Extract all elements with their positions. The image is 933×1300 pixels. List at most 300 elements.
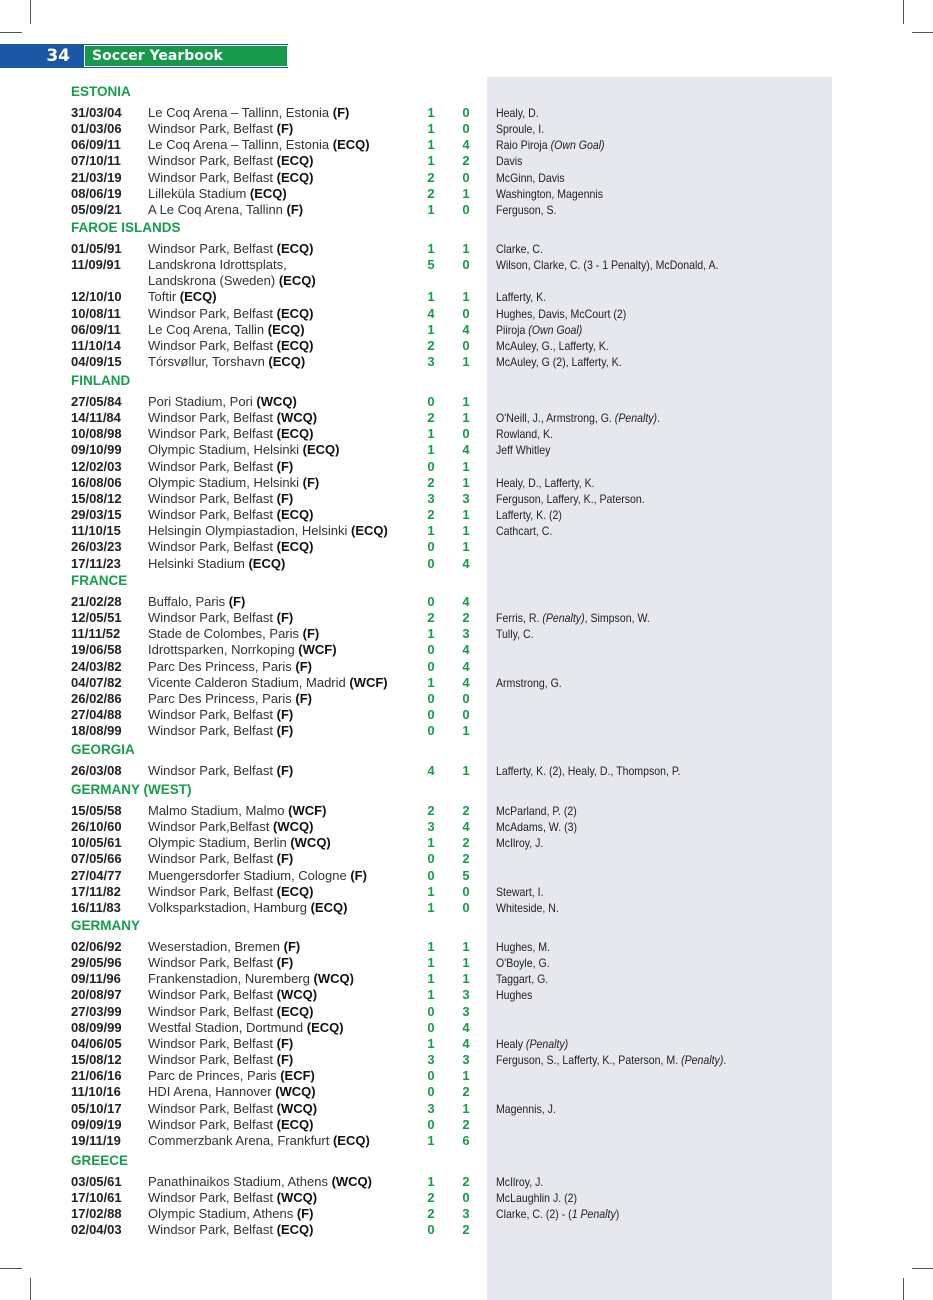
table-row (0, 987, 933, 1003)
home-score: 2 (427, 507, 435, 523)
match-type: (ECQ) (268, 354, 306, 370)
match-scorers: McIlroy, J. (496, 836, 544, 851)
home-score: 3 (427, 819, 435, 835)
match-date: 26/03/23 (71, 539, 122, 555)
match-date: 10/08/11 (71, 305, 121, 321)
match-venue: Frankenstadion, Nuremberg (WCQ) (148, 971, 354, 987)
table-row (0, 803, 933, 819)
away-score: 1 (462, 474, 470, 490)
away-score: 0 (462, 201, 470, 217)
match-scorers: Ferris, R. (Penalty), Simpson, W. (496, 611, 650, 626)
away-score: 4 (462, 594, 470, 609)
match-venue: Windsor Park, Belfast (F) (148, 707, 294, 723)
match-venue: HDI Arena, Hannover (WCQ) (148, 1084, 316, 1100)
home-score: 0 (427, 1003, 435, 1019)
match-venue: Windsor Park, Belfast (F) (148, 458, 294, 474)
match-date: 17/02/88 (71, 1206, 122, 1222)
match-type: (ECQ) (249, 185, 287, 201)
match-venue: Windsor Park, Belfast (ECQ) (148, 539, 314, 555)
match-scorers: Rowland, K. (496, 427, 553, 442)
match-type: (ECQ) (276, 1003, 314, 1019)
home-score: 3 (427, 1052, 435, 1068)
away-score: 1 (462, 939, 470, 954)
table-row (0, 819, 933, 835)
table-row (0, 723, 933, 739)
home-score: 0 (427, 1116, 435, 1132)
match-venue: Olympic Stadium, Helsinki (ECQ) (148, 442, 340, 458)
match-date: 29/05/96 (71, 955, 122, 971)
match-type: (F) (283, 939, 301, 954)
match-scorers: Wilson, Clarke, C. (3 - 1 Penalty), McDonald, A. (496, 258, 719, 273)
match-type: (ECQ) (179, 289, 217, 305)
match-type: (WCQ) (276, 987, 318, 1003)
home-score: 0 (427, 394, 435, 409)
match-scorers: McLaughlin J. (2) (496, 1191, 578, 1206)
match-type: (F) (276, 1035, 294, 1051)
home-score: 0 (427, 1019, 435, 1035)
match-type: (F) (295, 658, 312, 674)
match-date: 16/08/06 (71, 474, 122, 490)
match-type: (WCQ) (256, 394, 297, 409)
match-scorers: McParland, P. (2) (496, 804, 577, 818)
home-score: 1 (427, 121, 435, 137)
match-venue: Lilleküla Stadium (ECQ) (148, 185, 287, 201)
table-row (0, 273, 933, 289)
away-score: 2 (462, 153, 470, 169)
table-row (0, 868, 933, 884)
away-score: 2 (462, 1174, 470, 1189)
home-score: 0 (427, 707, 435, 723)
match-date: 17/10/61 (71, 1190, 122, 1206)
match-scorers: Lafferty, K. (2), Healy, D., Thompson, P. (496, 764, 681, 778)
match-date: 12/02/03 (71, 458, 122, 474)
away-score: 3 (462, 1052, 470, 1068)
scorer-note: (Penalty) (525, 1036, 569, 1051)
match-date: 09/11/96 (71, 971, 121, 987)
home-score: 4 (427, 763, 435, 778)
table-row (0, 594, 933, 610)
home-score: 5 (427, 257, 435, 273)
away-score: 4 (462, 674, 470, 690)
table-row (0, 675, 933, 691)
match-venue: Windsor Park, Belfast (F) (148, 723, 294, 739)
match-date: 15/08/12 (71, 490, 122, 506)
home-score: 2 (427, 474, 435, 490)
home-score: 4 (427, 305, 435, 321)
away-score: 1 (462, 289, 470, 305)
match-type: (ECQ) (276, 426, 314, 442)
match-date: 05/09/21 (71, 201, 122, 217)
match-date: 10/05/61 (71, 835, 122, 851)
home-score: 1 (427, 987, 435, 1003)
scorer-note: (Own Goal) (528, 322, 583, 337)
match-venue: Helsinki Stadium (ECQ) (148, 555, 286, 571)
match-date: 11/10/16 (71, 1084, 121, 1100)
away-score: 0 (462, 257, 470, 273)
match-venue: Windsor Park, Belfast (WCQ) (148, 1190, 318, 1206)
home-score: 0 (427, 723, 435, 739)
home-score: 2 (427, 803, 435, 818)
home-score: 0 (427, 867, 435, 883)
table-row (0, 642, 933, 658)
away-score: 2 (462, 803, 470, 818)
match-scorers: Lafferty, K. (496, 290, 547, 305)
match-date: 06/09/11 (71, 137, 121, 153)
match-scorers: Tully, C. (496, 627, 534, 642)
table-row (0, 257, 933, 273)
match-type: (F) (286, 201, 304, 217)
match-scorers: Clarke, C. (2) - (1 Penalty) (496, 1207, 620, 1222)
table-row (0, 338, 933, 354)
match-venue: Olympic Stadium, Athens (F) (148, 1206, 314, 1222)
crop-mark (30, 0, 31, 24)
away-score: 4 (462, 1019, 470, 1035)
match-venue: Windsor Park, Belfast (ECQ) (148, 337, 314, 353)
away-score: 3 (462, 987, 470, 1003)
match-venue: Landskrona (Sweden) (ECQ) (148, 273, 316, 289)
crop-mark (903, 1278, 904, 1300)
match-type: (ECQ) (302, 442, 340, 458)
table-row (0, 410, 933, 426)
country-heading: GREECE (71, 1153, 129, 1168)
away-score: 1 (462, 523, 470, 539)
match-date: 11/11/52 (71, 626, 121, 642)
home-score: 0 (427, 555, 435, 571)
match-date: 11/09/91 (71, 257, 121, 273)
match-scorers: Hughes, M. (496, 940, 550, 954)
match-type: (F) (350, 867, 367, 883)
match-type: (ECQ) (351, 523, 388, 539)
home-score: 2 (427, 610, 435, 626)
away-score: 0 (462, 169, 470, 185)
table-row (0, 707, 933, 723)
match-scorers: Hughes (496, 988, 533, 1003)
match-date: 02/04/03 (71, 1222, 122, 1238)
table-row (0, 971, 933, 987)
away-score: 4 (462, 442, 470, 458)
match-type: (WCQ) (273, 819, 314, 835)
match-venue: Windsor Park, Belfast (F) (148, 955, 294, 971)
home-score: 3 (427, 1100, 435, 1116)
scorer-note: (Penalty) (614, 411, 658, 426)
match-venue: Le Coq Arena, Tallin (ECQ) (148, 321, 305, 337)
home-score: 3 (427, 490, 435, 506)
match-type: (ECQ) (306, 1019, 344, 1035)
match-venue: Windsor Park, Belfast (ECQ) (148, 305, 314, 321)
match-type: (ECQ) (332, 137, 370, 153)
away-score: 0 (462, 337, 470, 353)
table-row (0, 459, 933, 475)
match-date: 21/02/28 (71, 594, 122, 609)
match-date: 05/10/17 (71, 1100, 122, 1116)
match-date: 31/03/04 (71, 105, 122, 120)
match-type: (ECQ) (276, 1222, 314, 1238)
match-venue: Windsor Park, Belfast (ECQ) (148, 241, 314, 256)
match-date: 07/05/66 (71, 851, 122, 867)
country-heading: FAROE ISLANDS (71, 220, 181, 235)
match-type: (ECQ) (276, 883, 314, 899)
home-score: 2 (427, 185, 435, 201)
match-type: (F) (276, 610, 294, 626)
match-venue: Windsor Park, Belfast (ECQ) (148, 507, 314, 523)
match-venue: Windsor Park, Belfast (ECQ) (148, 426, 314, 442)
table-row (0, 442, 933, 458)
table-row (0, 354, 933, 370)
away-score: 2 (462, 1222, 470, 1238)
match-scorers: Healy (Penalty) (496, 1036, 569, 1051)
away-score: 1 (462, 394, 470, 409)
table-row (0, 556, 933, 572)
match-date: 17/11/23 (71, 555, 121, 571)
match-venue: Le Coq Arena – Tallinn, Estonia (ECQ) (148, 137, 370, 153)
home-score: 1 (427, 426, 435, 442)
match-type: (F) (276, 851, 294, 867)
away-score: 0 (462, 121, 470, 137)
match-type: (ECQ) (276, 305, 314, 321)
country-heading: FRANCE (71, 573, 128, 588)
away-score: 1 (462, 354, 470, 370)
table-row (0, 955, 933, 971)
match-type: (ECQ) (267, 321, 305, 337)
page-number: 34 (46, 46, 70, 66)
match-type: (WCQ) (275, 1084, 316, 1100)
match-scorers: Healy, D. (496, 106, 539, 120)
match-venue: Tórsvøllur, Torshavn (ECQ) (148, 354, 306, 370)
home-score: 1 (427, 105, 435, 120)
away-score: 4 (462, 555, 470, 571)
match-type: (WCQ) (331, 1174, 372, 1189)
match-venue: Windsor Park, Belfast (ECQ) (148, 1222, 314, 1238)
match-scorers: McAuley, G (2), Lafferty, K. (496, 355, 622, 370)
away-score: 1 (462, 971, 470, 987)
table-row (0, 1190, 933, 1206)
match-date: 27/04/88 (71, 707, 122, 723)
home-score: 1 (427, 899, 435, 915)
match-date: 29/03/15 (71, 507, 122, 523)
table-row (0, 475, 933, 491)
table-row (0, 426, 933, 442)
match-venue: Windsor Park, Belfast (ECQ) (148, 883, 314, 899)
match-venue: Landskrona Idrottsplats, (148, 257, 287, 273)
table-row (0, 1174, 933, 1190)
match-type: (F) (276, 955, 294, 971)
away-score: 4 (462, 321, 470, 337)
match-date: 08/09/99 (71, 1019, 122, 1035)
scorer-note: (Own Goal) (550, 138, 605, 153)
match-date: 09/09/19 (71, 1116, 122, 1132)
match-type: (F) (296, 1206, 314, 1222)
away-score: 6 (462, 1132, 470, 1148)
match-type: (WCF) (298, 642, 337, 658)
away-score: 2 (462, 851, 470, 867)
match-date: 21/03/19 (71, 169, 122, 185)
home-score: 1 (427, 1174, 435, 1189)
match-type: (WCF) (349, 674, 388, 690)
match-scorers: Healy, D., Lafferty, K. (496, 475, 595, 490)
home-score: 2 (427, 410, 435, 426)
away-score: 1 (462, 410, 470, 426)
page-title: Soccer Yearbook 2024/25 (84, 45, 288, 67)
home-score: 1 (427, 835, 435, 851)
home-score: 1 (427, 1132, 435, 1148)
home-score: 1 (427, 626, 435, 642)
table-row (0, 1068, 933, 1084)
match-type: (ECQ) (276, 539, 314, 555)
match-scorers: O'Boyle, G. (496, 956, 550, 971)
match-date: 16/11/83 (71, 899, 121, 915)
away-score: 1 (462, 458, 470, 474)
crop-mark (912, 32, 933, 33)
match-date: 18/08/99 (71, 723, 122, 739)
match-date: 19/11/19 (71, 1132, 121, 1148)
match-venue: Malmo Stadium, Malmo (WCF) (148, 803, 327, 818)
match-date: 07/10/11 (71, 153, 121, 169)
table-row (0, 306, 933, 322)
table-row (0, 153, 933, 169)
away-score: 0 (462, 883, 470, 899)
match-date: 06/09/11 (71, 321, 121, 337)
match-venue: Commerzbank Arena, Frankfurt (ECQ) (148, 1132, 370, 1148)
match-venue: Windsor Park, Belfast (F) (148, 1035, 294, 1051)
away-score: 0 (462, 305, 470, 321)
country-heading: GERMANY (WEST) (71, 782, 192, 797)
match-type: (ECQ) (310, 899, 348, 915)
match-type: (F) (276, 1052, 294, 1068)
match-type: (WCQ) (313, 971, 354, 987)
match-scorers: McAuley, G., Lafferty, K. (496, 338, 609, 353)
match-type: (F) (228, 594, 246, 609)
table-row (0, 170, 933, 186)
match-type: (F) (276, 458, 294, 474)
table-row (0, 1117, 933, 1133)
away-score: 4 (462, 137, 470, 153)
table-row (0, 121, 933, 137)
home-score: 1 (427, 1035, 435, 1051)
match-date: 26/10/60 (71, 819, 122, 835)
match-type: (ECQ) (276, 1116, 314, 1132)
match-scorers: Sproule, I. (496, 122, 545, 137)
table-row (0, 851, 933, 867)
away-score: 4 (462, 658, 470, 674)
match-date: 01/03/06 (71, 121, 122, 137)
match-type: (ECQ) (332, 1132, 370, 1148)
country-heading: ESTONIA (71, 84, 131, 99)
table-row (0, 394, 933, 410)
match-venue: Parc de Princes, Paris (ECF) (148, 1068, 315, 1084)
match-type: (ECQ) (276, 153, 314, 169)
table-row (0, 539, 933, 555)
match-type: (ECQ) (276, 507, 314, 523)
match-type: (F) (276, 763, 294, 778)
crop-mark (0, 32, 22, 33)
table-row (0, 507, 933, 523)
match-venue: Helsingin Olympiastadion, Helsinki (ECQ) (148, 523, 388, 539)
home-score: 1 (427, 955, 435, 971)
away-score: 2 (462, 610, 470, 626)
table-row (0, 322, 933, 338)
match-date: 11/10/14 (71, 337, 121, 353)
match-scorers: McAdams, W. (3) (496, 820, 577, 835)
match-venue: Windsor Park, Belfast (F) (148, 490, 294, 506)
table-row (0, 884, 933, 900)
match-date: 10/08/98 (71, 426, 122, 442)
away-score: 1 (462, 955, 470, 971)
match-scorers: Ferguson, S. (496, 202, 557, 217)
match-venue: Weserstadion, Bremen (F) (148, 939, 301, 954)
match-venue: Windsor Park, Belfast (ECQ) (148, 169, 314, 185)
match-scorers: Lafferty, K. (2) (496, 508, 562, 523)
match-date: 11/10/15 (71, 523, 121, 539)
table-row (0, 1084, 933, 1100)
home-score: 1 (427, 523, 435, 539)
match-date: 20/08/97 (71, 987, 122, 1003)
home-score: 1 (427, 241, 435, 256)
away-score: 1 (462, 241, 470, 256)
away-score: 2 (462, 1084, 470, 1100)
home-score: 1 (427, 442, 435, 458)
crop-mark (0, 1268, 22, 1269)
home-score: 1 (427, 321, 435, 337)
table-row (0, 523, 933, 539)
crop-mark (30, 1278, 31, 1300)
match-date: 04/06/05 (71, 1035, 122, 1051)
home-score: 2 (427, 337, 435, 353)
match-date: 15/05/58 (71, 803, 122, 818)
match-scorers: Magennis, J. (496, 1101, 556, 1116)
match-date: 27/03/99 (71, 1003, 122, 1019)
table-row (0, 1101, 933, 1117)
match-date: 14/11/84 (71, 410, 121, 426)
table-row (0, 241, 933, 257)
home-score: 1 (427, 153, 435, 169)
match-venue: Buffalo, Paris (F) (148, 594, 246, 609)
match-venue: Westfal Stadion, Dortmund (ECQ) (148, 1019, 344, 1035)
match-venue: Parc Des Princess, Paris (F) (148, 690, 312, 706)
match-type: (F) (295, 690, 312, 706)
home-score: 1 (427, 674, 435, 690)
home-score: 0 (427, 539, 435, 555)
away-score: 3 (462, 1206, 470, 1222)
match-scorers: Davis (496, 154, 523, 169)
home-score: 0 (427, 1084, 435, 1100)
match-date: 17/11/82 (71, 883, 121, 899)
home-score: 0 (427, 594, 435, 609)
table-row (0, 1052, 933, 1068)
scorer-note: 1 Penalty (571, 1207, 616, 1222)
match-type: (WCF) (288, 803, 327, 818)
match-venue: Pori Stadium, Pori (WCQ) (148, 394, 297, 409)
away-score: 0 (462, 426, 470, 442)
match-date: 27/04/77 (71, 867, 122, 883)
match-type: (ECQ) (276, 241, 314, 256)
match-type: (ECQ) (278, 273, 316, 289)
match-type: (F) (276, 707, 294, 723)
away-score: 2 (462, 1116, 470, 1132)
table-row (0, 1222, 933, 1238)
match-venue: Stade de Colombes, Paris (F) (148, 626, 320, 642)
table-row (0, 186, 933, 202)
table-row (0, 202, 933, 218)
home-score: 0 (427, 642, 435, 658)
home-score: 0 (427, 1068, 435, 1084)
match-date: 19/06/58 (71, 642, 122, 658)
match-scorers: McIlroy, J. (496, 1175, 544, 1189)
home-score: 1 (427, 289, 435, 305)
match-venue: Windsor Park, Belfast (F) (148, 121, 294, 137)
home-score: 1 (427, 883, 435, 899)
match-venue: Olympic Stadium, Helsinki (F) (148, 474, 320, 490)
home-score: 1 (427, 201, 435, 217)
